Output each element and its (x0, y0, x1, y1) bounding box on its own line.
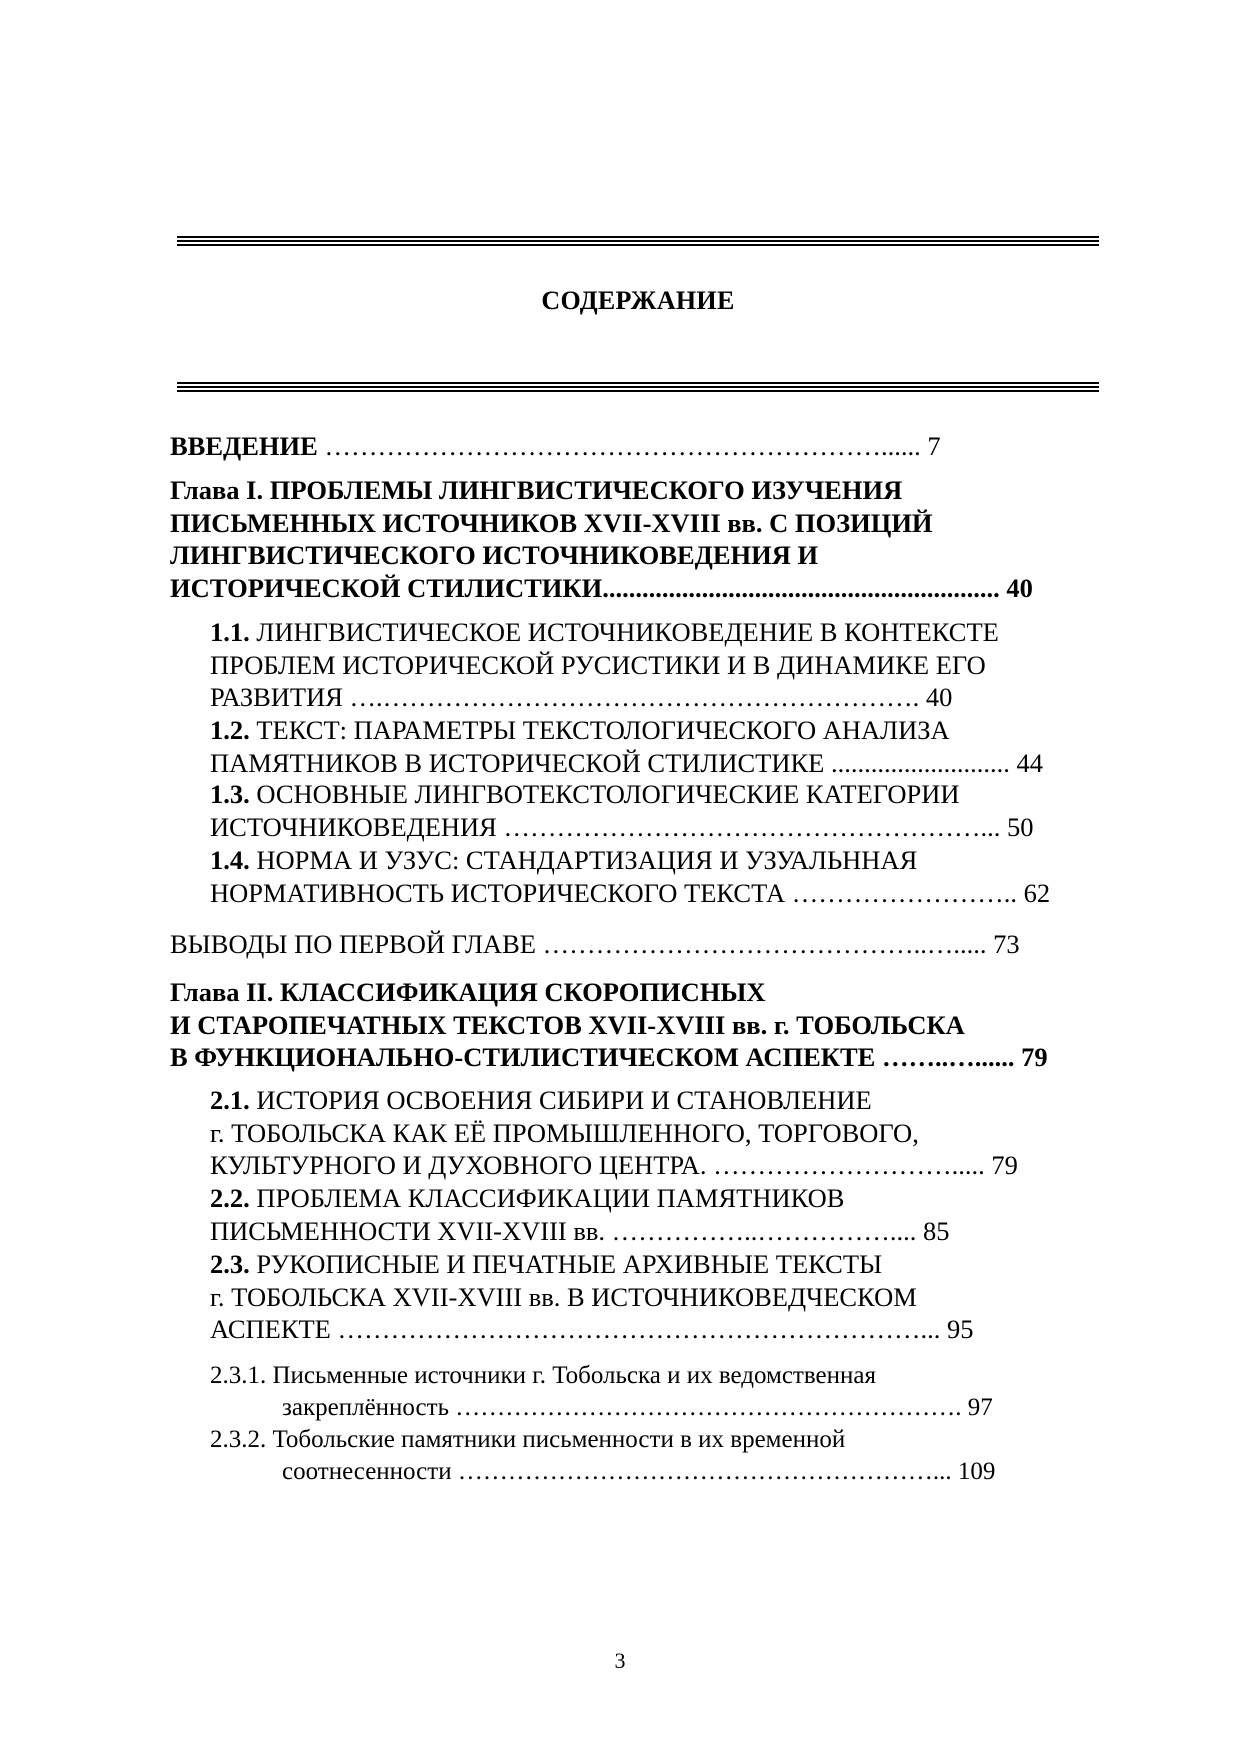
toc-line: ПИСЬМЕННЫХ ИСТОЧНИКОВ XVII-XVIII вв. С ПОЗИЦИЙ (170, 507, 933, 538)
toc-leader: ………………………………………………... (496, 811, 1007, 842)
toc-label: ВЫВОДЫ ПО ПЕРВОЙ ГЛАВЕ (170, 929, 536, 959)
toc-leader: ………………………………………………………...... (317, 431, 928, 461)
toc-page: 44 (1016, 747, 1043, 778)
toc-label: ПАМЯТНИКОВ В ИСТОРИЧЕСКОЙ СТИЛИСТИКЕ (210, 747, 825, 778)
toc-page: 50 (1006, 811, 1034, 842)
toc-entry-2-1[interactable] (210, 1084, 1112, 1182)
page-title: СОДЕРЖАНИЕ (541, 286, 735, 315)
toc-page: 40 (1006, 572, 1033, 603)
toc-label: ТЕКСТ: ПАРАМЕТРЫ ТЕКСТОЛОГИЧЕСКОГО АНАЛИЗА (249, 715, 950, 745)
toc-leader: ……………..…………….... (605, 1215, 923, 1246)
toc-entry-2-3-2[interactable] (210, 1424, 1112, 1488)
toc-entry-intro[interactable] (170, 430, 1112, 463)
toc-number: 2.2. (210, 1183, 250, 1213)
toc-page: 79 (991, 1150, 1018, 1180)
toc-page: 97 (967, 1394, 993, 1421)
toc-page: 85 (923, 1215, 950, 1246)
top-double-rule (177, 236, 1099, 248)
toc-label: ПРОБЛЕМА КЛАССИФИКАЦИИ ПАМЯТНИКОВ (249, 1183, 845, 1213)
toc-leader: ........................... (824, 747, 1017, 778)
toc-number: 1.2. (210, 715, 250, 745)
toc-entry-1-2[interactable] (210, 714, 1112, 779)
toc-number: 2.3. (210, 1249, 250, 1279)
toc-line: г. ТОБОЛЬСКА XVII-XVIII вв. В ИСТОЧНИКОВЕДЧЕСКОМ (210, 1281, 917, 1312)
toc-label: В ФУНКЦИОНАЛЬНО-СТИЛИСТИЧЕСКОМ АСПЕКТЕ (170, 1042, 876, 1072)
toc-label: КУЛЬТУРНОГО И ДУХОВНОГО ЦЕНТРА. (210, 1150, 707, 1180)
toc-page: 79 (1021, 1042, 1048, 1072)
toc-page: 73 (993, 929, 1020, 959)
toc-entry-2-3-1[interactable] (210, 1360, 1112, 1424)
toc-leader: ………………………..... (706, 1150, 992, 1180)
toc-number: 1.4. (210, 845, 250, 875)
toc-page: 62 (1023, 877, 1051, 908)
toc-label: соотнесенности (282, 1458, 452, 1485)
toc-line: Глава II. КЛАССИФИКАЦИЯ СКОРОПИСНЫХ (170, 977, 766, 1007)
toc-entry-chapter-1[interactable] (170, 474, 1112, 604)
toc-leader: ............................................................ (602, 572, 1007, 603)
toc-entry-2-2[interactable] (210, 1182, 1112, 1247)
toc-line: 2.3.1. Письменные источники г. Тобольска и их ведомственная (210, 1362, 876, 1389)
toc-entry-chapter-2[interactable] (170, 976, 1112, 1074)
toc-label: НОРМАТИВНОСТЬ ИСТОРИЧЕСКОГО ТЕКСТА (210, 877, 786, 908)
toc-page: 7 (927, 431, 941, 461)
toc-label: ПИСЬМЕННОСТИ XVII-XVIII вв. (210, 1215, 605, 1246)
toc-label: РАЗВИТИЯ (210, 682, 343, 712)
toc-label: ИСТОЧНИКОВЕДЕНИЯ (210, 811, 497, 842)
toc-label: НОРМА И УЗУС: СТАНДАРТИЗАЦИЯ И УЗУАЛЬННАЯ (249, 845, 918, 875)
toc-leader: ……..…...... (875, 1042, 1022, 1072)
toc-page: 40 (925, 682, 953, 712)
toc-leader: …………………………………………………………... (330, 1314, 947, 1344)
toc-leader: …………………………………………………... (451, 1458, 958, 1485)
toc-number: 1.3. (210, 779, 250, 809)
toc-entry-1-4[interactable] (210, 844, 1112, 909)
toc-entry-1-3[interactable] (210, 778, 1112, 843)
page-number: 3 (614, 1648, 626, 1673)
toc-number: 2.1. (210, 1085, 250, 1115)
toc-number: 1.1. (210, 617, 250, 647)
toc-label: ИСТОРИЧЕСКОЙ СТИЛИСТИКИ (170, 572, 603, 603)
toc-page: 95 (947, 1314, 974, 1344)
toc-label: закреплённость (282, 1394, 449, 1421)
toc-label: РУКОПИСНЫЕ И ПЕЧАТНЫЕ АРХИВНЫЕ ТЕКСТЫ (249, 1249, 883, 1279)
bottom-double-rule (177, 382, 1099, 394)
toc-page: 109 (957, 1458, 996, 1485)
toc-entry-conclusions[interactable] (170, 928, 1112, 961)
toc-label: ЛИНГВИСТИЧЕСКОЕ ИСТОЧНИКОВЕДЕНИЕ В КОНТЕКСТЕ (249, 617, 999, 647)
toc-leader: ….……………………………………………………. (342, 682, 926, 712)
toc-label: АСПЕКТЕ (210, 1314, 331, 1344)
toc-line: 2.3.2. Тобольские памятники письменности в их временной (210, 1426, 846, 1453)
toc-line: ПРОБЛЕМ ИСТОРИЧЕСКОЙ РУСИСТИКИ И В ДИНАМИКЕ ЕГО (210, 649, 986, 680)
toc-line: И СТАРОПЕЧАТНЫХ ТЕКСТОВ XVII-XVIII вв. г. ТОБОЛЬСКА (170, 1009, 965, 1040)
toc-line: ЛИНГВИСТИЧЕСКОГО ИСТОЧНИКОВЕДЕНИЯ И (170, 540, 819, 570)
toc-entry-2-3[interactable] (210, 1248, 1112, 1346)
toc-leader: …………………….. (785, 877, 1024, 908)
toc-label: ИСТОРИЯ ОСВОЕНИЯ СИБИРИ И СТАНОВЛЕНИЕ (249, 1085, 872, 1115)
toc-leader: ……………………………………..…..... (535, 929, 994, 959)
toc-leader: ……………………………………………………. (448, 1394, 968, 1421)
toc-line: Глава I. ПРОБЛЕМЫ ЛИНГВИСТИЧЕСКОГО ИЗУЧЕНИЯ (170, 475, 903, 505)
toc-line: г. ТОБОЛЬСКА КАК ЕЁ ПРОМЫШЛЕННОГО, ТОРГОВОГО, (210, 1117, 919, 1148)
toc-label: ВВЕДЕНИЕ (170, 431, 318, 461)
toc-label: ОСНОВНЫЕ ЛИНГВОТЕКСТОЛОГИЧЕСКИЕ КАТЕГОРИИ (249, 779, 960, 809)
toc-entry-1-1[interactable] (210, 616, 1112, 714)
